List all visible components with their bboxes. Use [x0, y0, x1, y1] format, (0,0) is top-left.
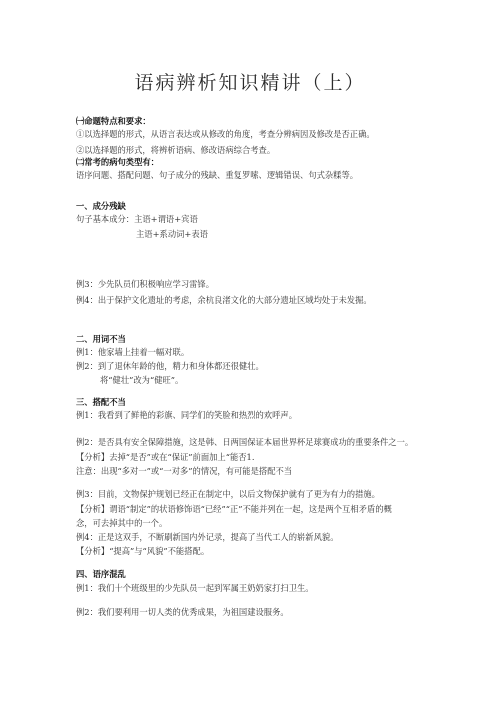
intro-heading-1: ㈠命题特点和要求：	[76, 116, 151, 126]
page-title: 语病辨析知识精讲（上）	[134, 72, 366, 94]
s3-example-4: 例4：正是这双手，不断刷新国内外记录，提高了当代工人的崭新风貌。	[76, 532, 339, 542]
intro-heading-2: ㈡常考的病句类型有：	[76, 157, 159, 167]
section-2-heading: 二、用词不当	[76, 334, 126, 344]
s3-example-3-analysis-a: 【分析】谓语“制定”的状语修饰语“已经”“正”不能并列在一起，这是两个互相矛盾的概	[76, 504, 392, 514]
sentence-structure-1: 句子基本成分：主语+谓语+宾语	[76, 214, 198, 224]
s3-example-3-analysis-b: 念，可去掉其中的一个。	[76, 518, 168, 528]
s2-fix: 将“健壮”改为“健旺”。	[100, 375, 184, 385]
s1-example-4: 例4：出于保护文化遗址的考虑，余杭良渚文化的大部分遗址区域均处于未发掘。	[76, 295, 372, 305]
s3-example-3: 例3：目前，文物保护规划已经正在制定中，以后文物保护就有了更为有力的措施。	[76, 489, 380, 499]
intro-types: 语序问题、搭配问题、句子成分的残缺、重复罗嗦、逻辑错误、句式杂糅等。	[76, 170, 359, 180]
intro-point-1: ①以选择题的形式，从语言表达或从修改的角度，考查分辨病因及修改是否正确。	[76, 129, 375, 139]
intro-point-2: ②以选择题的形式，将辨析语病、修改语病综合考查。	[76, 145, 276, 155]
s3-example-4-analysis: 【分析】“提高”与“风貌”不能搭配。	[76, 546, 210, 556]
section-3-heading: 三、搭配不当	[76, 397, 126, 407]
sentence-structure-2: 主语+系动词+表语	[136, 229, 208, 239]
s4-example-1: 例1：我们十个班级里的少先队员一起到军属王奶奶家打扫卫生。	[76, 583, 314, 593]
s3-example-2: 例2：是否具有安全保障措施，这是韩、日两国保证本届世界杯足球赛成功的重要条件之一。	[76, 437, 414, 447]
s3-example-2-note: 注意：出现“多对一”或“一对多”的情况，有可能是搭配不当	[76, 466, 293, 476]
section-4-heading: 四、语序混乱	[76, 569, 126, 579]
s3-example-1: 例1：我看到了鲜艳的彩旗、同学们的笑脸和热烈的欢呼声。	[76, 410, 297, 420]
section-1-heading: 一、成分残缺	[76, 201, 126, 211]
s1-example-3: 例3：少先队员们积极响应学习雷锋。	[76, 279, 215, 289]
s2-example-2: 例2：到了退休年龄的他，精力和身体都还很健壮。	[76, 361, 264, 371]
s4-example-2: 例2：我们要利用一切人类的优秀成果，为祖国建设服务。	[76, 607, 289, 617]
s2-example-1: 例1：他家墙上挂着一幅对联。	[76, 347, 190, 357]
s3-example-2-analysis: 【分析】去掉“是否”或在“保证”前面加上“能否1.	[76, 452, 255, 462]
